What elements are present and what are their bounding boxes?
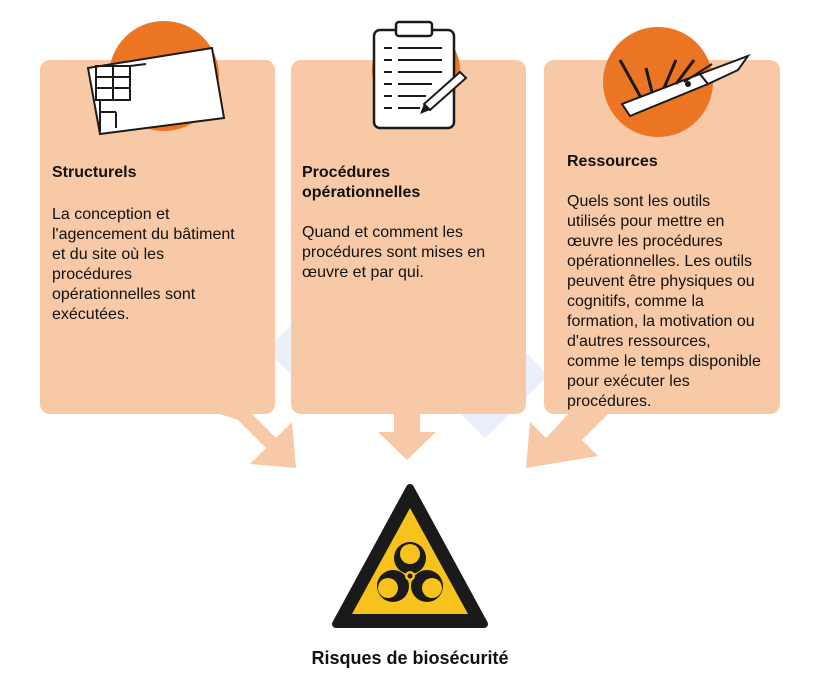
card-procedures-line: œuvre et par qui. bbox=[302, 264, 424, 281]
card-ressources-body bbox=[567, 192, 797, 412]
card-procedures-line: procédures sont mises en bbox=[302, 244, 486, 261]
card-ressources-title: Ressources bbox=[567, 153, 658, 170]
card-structurels-line: La conception et bbox=[52, 206, 170, 223]
card-procedures-body bbox=[302, 223, 524, 283]
card-procedures-title-line: opérationnelles bbox=[302, 184, 421, 201]
card-structurels-line: et du site où les bbox=[52, 246, 165, 263]
card-ressources-line: utilisés pour mettre en bbox=[567, 213, 725, 230]
card-ressources-line: pour exécuter les bbox=[567, 373, 690, 390]
card-ressources-line: cognitifs, comme la bbox=[567, 293, 704, 310]
card-ressources-line: formation, la motivation ou bbox=[567, 313, 755, 330]
card-structurels-line: procédures bbox=[52, 266, 133, 283]
card-structurels-title: Structurels bbox=[52, 164, 137, 181]
card-ressources-line: Quels sont les outils bbox=[567, 193, 711, 210]
card-ressources-line: opérationnelles. Les outils bbox=[567, 253, 753, 270]
card-ressources-line: peuvent être physiques ou bbox=[567, 273, 755, 290]
card-structurels-line: opérationnelles sont bbox=[52, 286, 196, 303]
card-procedures-title-line: Procédures bbox=[302, 164, 391, 181]
card-procedures-line: Quand et comment les bbox=[302, 224, 463, 241]
card-ressources-line: comme le temps disponible bbox=[567, 353, 761, 370]
card-ressources-line: œuvre les procédures bbox=[567, 233, 723, 250]
clipboard-checklist-icon bbox=[372, 22, 466, 128]
card-ressources-line: procédures. bbox=[567, 393, 652, 410]
card-procedures-title bbox=[302, 163, 420, 203]
result-label: Risques de biosécurité bbox=[311, 648, 509, 668]
building-floorplan-icon bbox=[88, 21, 224, 134]
biohazard-warning-icon bbox=[336, 488, 484, 624]
card-structurels-body bbox=[52, 205, 272, 325]
card-structurels-line: l'agencement du bâtiment bbox=[52, 226, 235, 243]
card-structurels-line: exécutées. bbox=[52, 306, 130, 323]
card-ressources-line: d'autres ressources, bbox=[567, 333, 711, 350]
swiss-army-knife-icon bbox=[603, 27, 748, 137]
